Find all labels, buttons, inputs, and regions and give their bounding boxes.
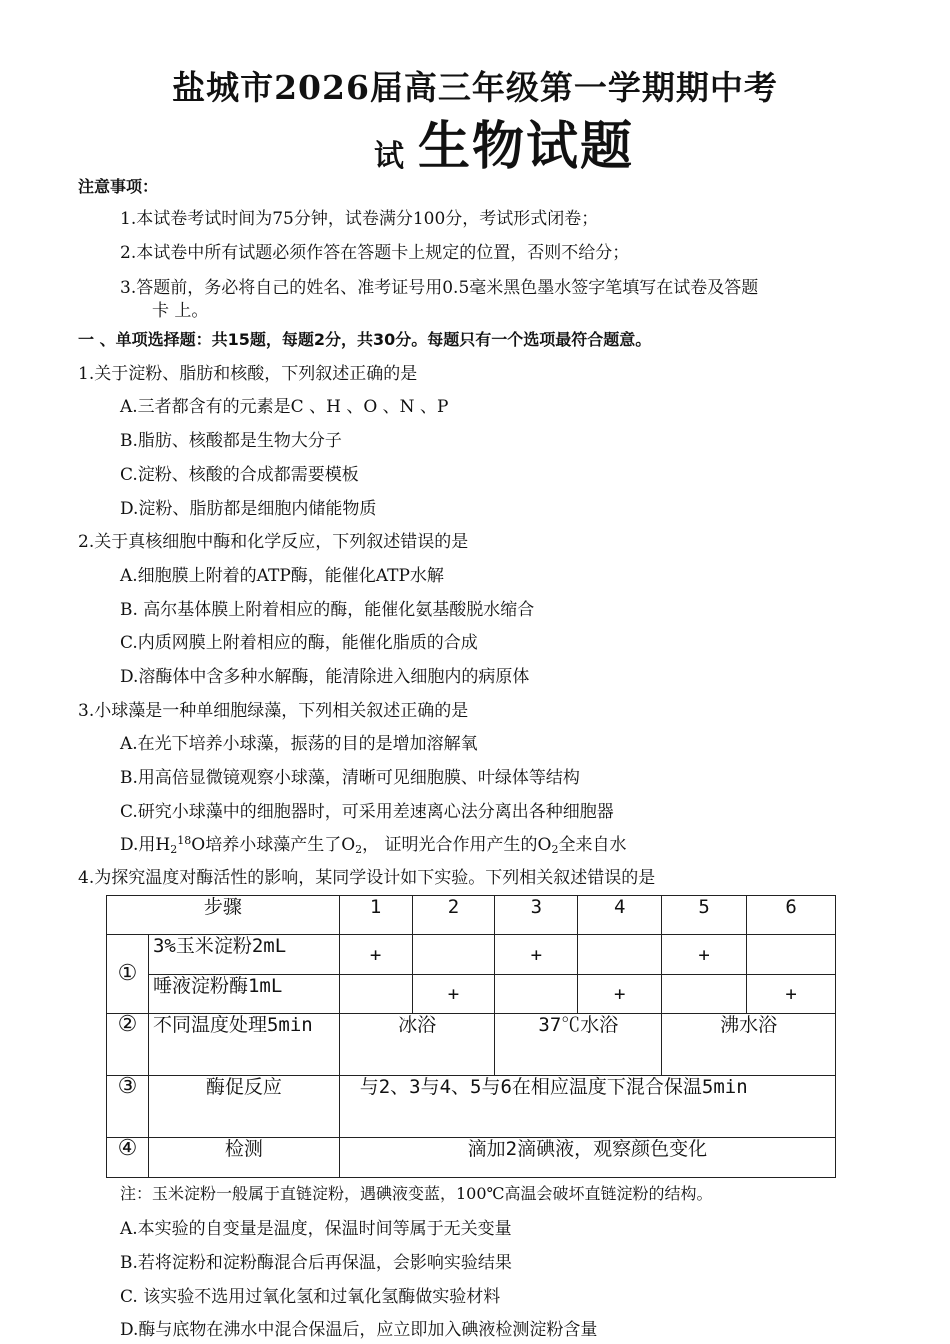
question-1-option-a: A.三者都含有的元素是C 、H 、O 、N 、P — [120, 397, 449, 417]
notice-item-2: 2.本试卷中所有试题必须作答在答题卡上规定的位置，否则不给分； — [120, 243, 630, 263]
table-row — [107, 1076, 836, 1138]
question-4-stem: 4.为探究温度对酶活性的影响，某同学设计如下实验。下列相关叙述错误的是 — [78, 868, 656, 888]
table-col-2: 2 — [412, 896, 495, 935]
enzyme-reaction-label: 酶促反应 — [148, 1076, 339, 1138]
table-cell: + — [662, 935, 747, 975]
step-number-1: ① — [107, 935, 149, 1014]
table-row — [107, 1138, 836, 1178]
question-2-option-d: D.溶酶体中含多种水解酶，能清除进入细胞内的病原体 — [120, 667, 530, 687]
question-3-stem: 3.小球藻是一种单细胞绿藻，下列相关叙述正确的是 — [78, 701, 469, 721]
question-3-option-b: B.用高倍显微镜观察小球藻，清晰可见细胞膜、叶绿体等结构 — [120, 768, 580, 788]
ice-bath-group: 冰浴 — [339, 1014, 495, 1076]
question-2-option-b: B. 高尔基体膜上附着相应的酶，能催化氨基酸脱水缩合 — [120, 600, 535, 620]
starch-label: 3%玉米淀粉2mL — [148, 935, 339, 975]
exam-title-line2 — [374, 104, 634, 179]
question-1-option-c: C.淀粉、核酸的合成都需要模板 — [120, 465, 359, 485]
question-3-option-a: A.在光下培养小球藻，振荡的目的是增加溶解氧 — [120, 734, 478, 754]
table-col-5: 5 — [662, 896, 747, 935]
notice-item-3: 3.答题前，务必将自己的姓名、准考证号用0.5毫米黑色墨水签字笔填写在试卷及答题 — [120, 278, 759, 298]
table-col-3: 3 — [495, 896, 578, 935]
question-4-option-d: D.酶与底物在沸水中混合保温后，应立即加入碘液检测淀粉含量 — [120, 1320, 598, 1340]
exam-subject-title: 生物试题 — [418, 116, 635, 177]
notice-heading: 注意事项： — [78, 177, 159, 196]
table-cell: + — [412, 975, 495, 1014]
table-col-1: 1 — [339, 896, 412, 935]
question-1-option-b: B.脂肪、核酸都是生物大分子 — [120, 431, 342, 451]
amylase-label: 唾液淀粉酶1mL — [148, 975, 339, 1014]
experiment-table — [106, 895, 836, 1178]
exam-title-line2-prefix: 试 — [374, 139, 404, 174]
notice-item-1: 1.本试卷考试时间为75分钟，试卷满分100分，考试形式闭卷； — [120, 209, 599, 229]
table-cell: + — [578, 975, 662, 1014]
question-4-option-a: A.本实验的自变量是温度，保温时间等属于无关变量 — [120, 1219, 512, 1239]
step-number-2: ② — [107, 1014, 149, 1076]
table-row — [107, 935, 836, 975]
detection-label: 检测 — [148, 1138, 339, 1178]
table-cell: + — [747, 975, 836, 1014]
detection-description: 滴加2滴碘液，观察颜色变化 — [339, 1138, 835, 1178]
table-cell — [495, 975, 578, 1014]
question-2-option-c: C.内质网膜上附着相应的酶，能催化脂质的合成 — [120, 633, 478, 653]
question-4-option-b: B.若将淀粉和淀粉酶混合后再保温，会影响实验结果 — [120, 1253, 512, 1273]
table-cell — [662, 975, 747, 1014]
question-2-stem: 2.关于真核细胞中酶和化学反应，下列叙述错误的是 — [78, 532, 469, 552]
boiling-bath-group: 沸水浴 — [662, 1014, 836, 1076]
table-cell — [339, 975, 412, 1014]
notice-item-3-continued: 卡 上。 — [152, 301, 209, 321]
table-row — [107, 975, 836, 1014]
question-4-note: 注：玉米淀粉一般属于直链淀粉，遇碘液变蓝，100℃高温会破坏直链淀粉的结构。 — [120, 1184, 713, 1203]
table-header-row — [107, 896, 836, 935]
table-col-4: 4 — [578, 896, 662, 935]
exam-title-line1: 盐城市2026届高三年级第一学期期中考 — [172, 68, 778, 107]
table-row — [107, 1014, 836, 1076]
question-2-option-a: A.细胞膜上附着的ATP酶，能催化ATP水解 — [120, 566, 444, 586]
table-cell: + — [339, 935, 412, 975]
table-cell: + — [495, 935, 578, 975]
step-number-4: ④ — [107, 1138, 149, 1178]
question-1-stem: 1.关于淀粉、脂肪和核酸，下列叙述正确的是 — [78, 364, 418, 384]
enzyme-reaction-description: 与2、3与4、5与6在相应温度下混合保温5min — [339, 1076, 835, 1138]
step-number-3: ③ — [107, 1076, 149, 1138]
section-heading: 一 、单项选择题：共15题，每题2分，共30分。每题只有一个选项最符合题意。 — [78, 330, 652, 349]
table-cell — [412, 935, 495, 975]
temperature-treatment-label: 不同温度处理5min — [148, 1014, 339, 1076]
question-4-option-c: C. 该实验不选用过氧化氢和过氧化氢酶做实验材料 — [120, 1287, 501, 1307]
table-cell — [578, 935, 662, 975]
question-1-option-d: D.淀粉、脂肪都是细胞内储能物质 — [120, 499, 377, 519]
table-header-step: 步骤 — [107, 896, 340, 935]
water-bath-37-group: 37℃水浴 — [495, 1014, 662, 1076]
table-cell — [747, 935, 836, 975]
question-3-option-c: C.研究小球藻中的细胞器时，可采用差速离心法分离出各种细胞器 — [120, 802, 614, 822]
question-3-option-d: D.用$H_2^{18}O$培养小球藻产生了$O_2$， 证明光合作用产生的$O_2$全来自水 — [120, 834, 627, 856]
table-col-6: 6 — [747, 896, 836, 935]
